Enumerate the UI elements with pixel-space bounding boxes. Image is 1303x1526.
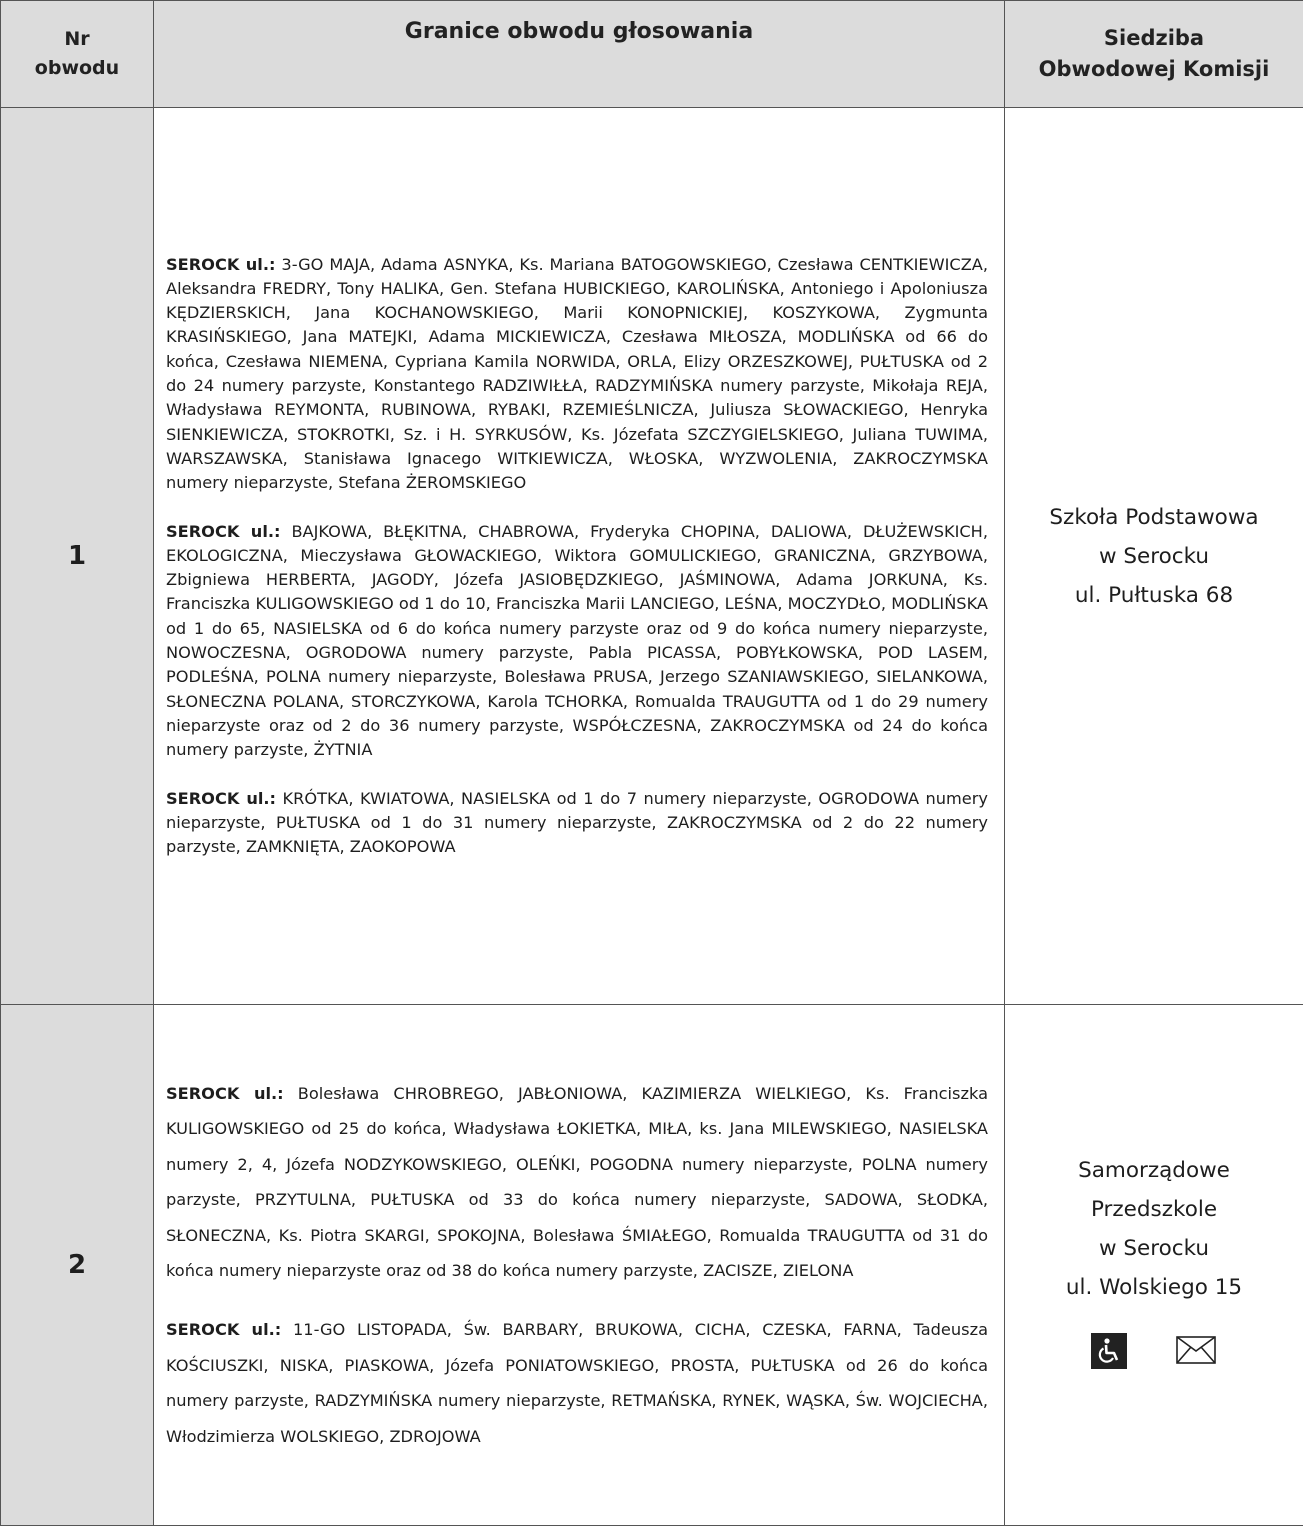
table-header-row [1,1,1303,108]
commission-location [1005,108,1303,1005]
table-row [1,108,1303,1005]
header-siedziba-line1: Siedziba [1005,23,1303,54]
header-nr-line1: Nr [1,25,153,54]
boundary-paragraph [166,253,988,496]
location-line: ul. Pułtuska 68 [1005,576,1303,615]
header-granice: Granice obwodu głosowania [154,1,1005,108]
location-line: Przedszkole [1005,1190,1303,1229]
wheelchair-accessible-icon [1091,1333,1127,1369]
boundary-paragraph [166,1312,988,1454]
boundary-paragraph [166,520,988,763]
boundary-paragraph [166,787,988,860]
location-line: Szkoła Podstawowa [1005,498,1303,537]
location-line: w Serocku [1005,1229,1303,1268]
location-line: w Serocku [1005,537,1303,576]
street-prefix: SEROCK ul.: [166,1084,284,1103]
location-line: ul. Wolskiego 15 [1005,1268,1303,1307]
street-prefix: SEROCK ul.: [166,522,281,541]
commission-location [1005,1005,1303,1526]
header-siedziba-line2: Obwodowej Komisji [1005,54,1303,85]
boundary-paragraph [166,1076,988,1288]
table-row [1,1005,1303,1526]
district-boundaries [154,1005,1005,1526]
street-prefix: SEROCK ul.: [166,1320,281,1339]
district-number: 1 [1,108,154,1005]
street-list: KRÓTKA, KWIATOWA, NASIELSKA od 1 do 7 numery nieparzyste, OGRODOWA numery nieparzyste, PUŁTUSKA od 1 do 31 numery nieparzyste, ZAKROCZYMSKA od 2 do 22 numery parzyste, ZAMKNIĘTA, ZAOKOPOWA [166,789,988,857]
street-list: 3-GO MAJA, Adama ASNYKA, Ks. Mariana BATOGOWSKIEGO, Czesława CENTKIEWICZA, Aleksandra FREDRY, Tony HALIKA, Gen. Stefana HUBICKIEGO, KAROLIŃSKA, Antoniego i Apoloniusza KĘDZIERSKICH, Jana KOCHANOWSKIEGO, Marii KONOPNICKIEJ, KOSZYKOWA, Zygmunta KRASIŃSKIEGO, Jana MATEJKI, Adama MICKIEWICZA, Czesława MIŁOSZA, MODLIŃSKA od 66 do końca, Czesława NIEMENA, Cypriana Kamila NORWIDA, ORLA, Elizy ORZESZKOWEJ, PUŁTUSKA od 2 do 24 numery parzyste, Konstantego RADZIWIŁŁA, RADZYMIŃSKA numery parzyste, Mikołaja REJA, Władysława REYMONTA, RUBINOWA, RYBAKI, RZEMIEŚLNICZA, Juliusza SŁOWACKIEGO, Henryka SIENKIEWICZA, STOKROTKI, Sz. i H. SYRKUSÓW, Ks. Józefata SZCZYGIELSKIEGO, Juliana TUWIMA, WARSZAWSKA, Stanisława Ignacego WITKIEWICZA, WŁOSKA, WYZWOLENIA, ZAKROCZYMSKA numery nieparzyste, Stefana ŻEROMSKIEGO [166,255,988,493]
street-list: 11-GO LISTOPADA, Św. BARBARY, BRUKOWA, CICHA, CZESKA, FARNA, Tadeusza KOŚCIUSZKI, NISKA, PIASKOWA, Józefa PONIATOWSKIEGO, PROSTA, PUŁTUSKA od 26 do końca numery parzyste, RADZYMIŃSKA numery nieparzyste, RETMAŃSKA, RYNEK, WĄSKA, Św. WOJCIECHA, Włodzimierza WOLSKIEGO, ZDROJOWA [166,1320,988,1445]
envelope-icon [1175,1333,1217,1380]
facility-icons [1005,1333,1303,1380]
street-list: Bolesława CHROBREGO, JABŁONIOWA, KAZIMIERZA WIELKIEGO, Ks. Franciszka KULIGOWSKIEGO od 25 do końca, Władysława ŁOKIETKA, MIŁA, ks. Jana MILEWSKIEGO, NASIELSKA numery 2, 4, Józefa NODZYKOWSKIEGO, OLEŃKI, POGODNA numery nieparzyste, POLNA numery parzyste, PRZYTULNA, PUŁTUSKA od 33 do końca numery nieparzyste, SADOWA, SŁODKA, SŁONECZNA, Ks. Piotra SKARGI, SPOKOJNA, Bolesława ŚMIAŁEGO, Romualda TRAUGUTTA od 31 do końca numery nieparzyste oraz od 38 do końca numery parzyste, ZACISZE, ZIELONA [166,1084,988,1280]
district-boundaries [154,108,1005,1005]
header-nr-obwodu [1,1,154,108]
location-line: Samorządowe [1005,1151,1303,1190]
street-prefix: SEROCK ul.: [166,789,276,808]
street-list: BAJKOWA, BŁĘKITNA, CHABROWA, Fryderyka CHOPINA, DALIOWA, DŁUŻEWSKICH, EKOLOGICZNA, Mieczysława GŁOWACKIEGO, Wiktora GOMULICKIEGO, GRANICZNA, GRZYBOWA, Zbigniewa HERBERTA, JAGODY, Józefa JASIOBĘDZKIEGO, JAŚMINOWA, Adama JORKUNA, Ks. Franciszka KULIGOWSKIEGO od 1 do 10, Franciszka Marii LANCIEGO, LEŚNA, MOCZYDŁO, MODLIŃSKA od 1 do 65, NASIELSKA od 6 do końca numery parzyste oraz od 9 do końca numery nieparzyste, NOWOCZESNA, OGRODOWA numery parzyste, Pabla PICASSA, POBYŁKOWSKA, POD LASEM, PODLEŚNA, POLNA numery nieparzyste, Bolesława PRUSA, Jerzego SZANIAWSKIEGO, SIELANKOWA, SŁONECZNA POLANA, STORCZYKOWA, Karola TCHORKA, Romualda TRAUGUTTA od 1 do 29 numery nieparzyste oraz od 2 do 36 numery parzyste, WSPÓŁCZESNA, ZAKROCZYMSKA od 24 do końca numery parzyste, ŻYTNIA [166,522,988,760]
district-number: 2 [1,1005,154,1526]
header-nr-line2: obwodu [1,54,153,83]
street-prefix: SEROCK ul.: [166,255,275,274]
header-siedziba [1005,1,1303,108]
